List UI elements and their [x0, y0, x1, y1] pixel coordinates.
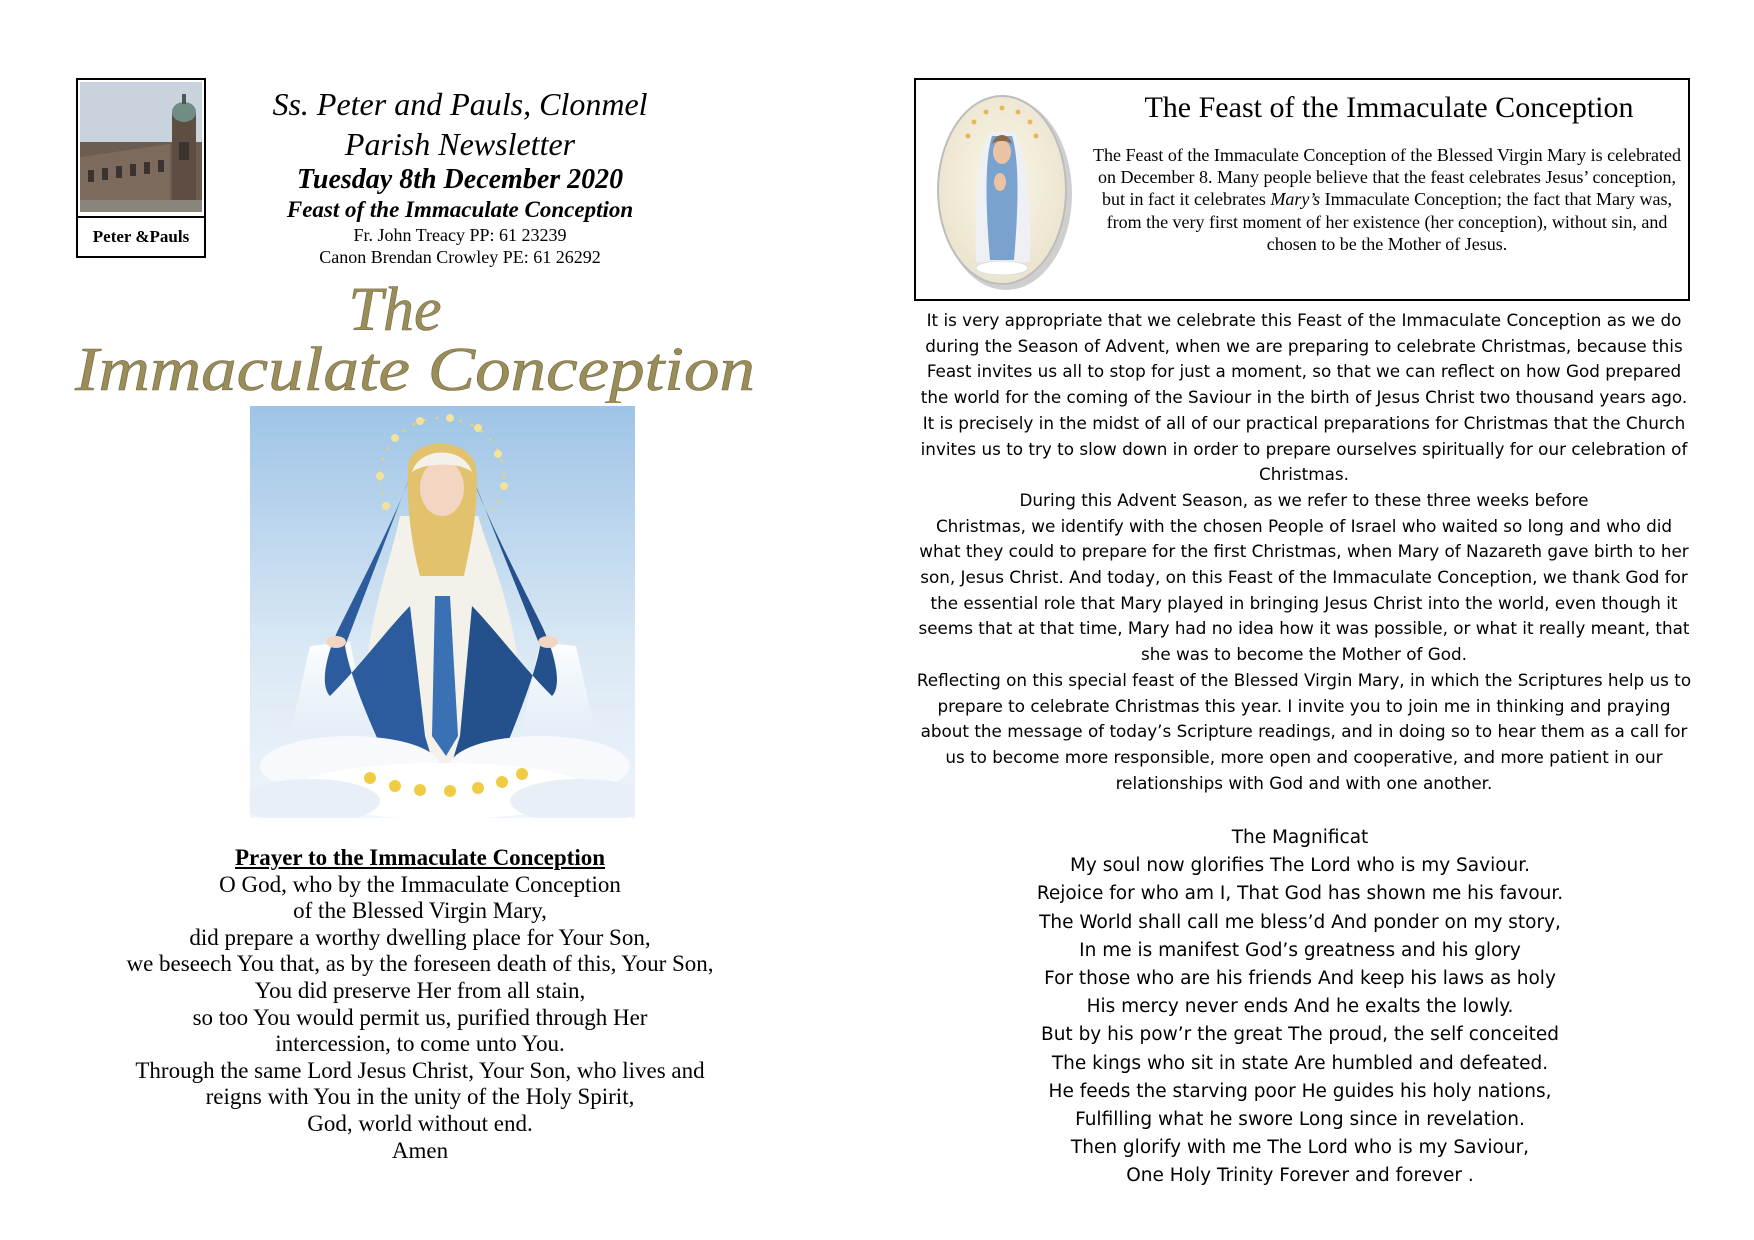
magnificat-line: One Holy Trinity Forever and forever .: [1126, 1165, 1474, 1187]
church-photo-frame: [76, 78, 206, 258]
church-photo: [80, 82, 202, 212]
magnificat-line: But by his pow’r the great The proud, the self conceited: [1041, 1024, 1559, 1046]
reflection-paragraph: During this Advent Season, as we refer to these three weeks before: [1019, 489, 1589, 510]
feast-info-box: [914, 78, 1690, 301]
feast-box-text-italic: Mary’s: [1270, 189, 1321, 210]
magnificat-line: The World shall call me bless’d And ponder on my story,: [1039, 911, 1561, 933]
prayer-line: of the Blessed Virgin Mary,: [293, 898, 547, 924]
newsletter-name: Parish Newsletter: [344, 126, 576, 162]
magnificat-line: My soul now glorifies The Lord who is my Saviour.: [1069, 855, 1531, 877]
prayer-line: Through the same Lord Jesus Christ, Your Son, who lives and: [135, 1057, 705, 1083]
reflection-paragraph: Christmas, we identify with the chosen People of Israel who waited so long and who did what they could to prepare for the first Christmas, when Mary of Nazareth gave birth to her son, Jesus Christ. And today, on this Feast of the Immaculate Conception, we thank God for the essential role that Mary played in bringing Jesus Christ into the world, even though it seems that at that time, Mary had no idea how it was possible, or what it really meant, that she was to become the Mother of God.: [918, 515, 1690, 665]
feast-box-text-part: Immaculate Conception; the fact that Mary was, from the very first moment of her existence (her conception), without sin, and chosen to be the Mother of Jesus.: [1106, 189, 1672, 254]
feast-box-title: The Feast of the Immaculate Conception: [1144, 91, 1634, 124]
prayer-line: Amen: [391, 1137, 449, 1163]
magnificat-title: The Magnificat: [1231, 827, 1369, 848]
reflection-article: [914, 308, 1694, 796]
parish-name: Ss. Peter and Pauls, Clonmel: [272, 86, 648, 122]
magnificat-hymn: [1000, 824, 1600, 1191]
magnificat-line: Fulfilling what he swore Long since in revelation.: [1075, 1109, 1525, 1131]
title-art-line2: Immaculate Conception: [73, 336, 755, 403]
issue-date: Tuesday 8th December 2020: [296, 164, 624, 195]
magnificat-line: Rejoice for who am I, That God has shown me his favour.: [1036, 883, 1564, 905]
prayer-section: [60, 845, 780, 1164]
feast-name: Feast of the Immaculate Conception: [286, 197, 634, 222]
prayer-line: reigns with You in the unity of the Holy Spirit,: [205, 1084, 635, 1110]
feast-box-text-part: The Feast of the Immaculate Conception of the Blessed Virgin Mary is celebrated on December 8. Many people believe that the feast celebrates Jesus’ conception, but in fact it celebrates: [1092, 145, 1682, 210]
prayer-line: You did preserve Her from all stain,: [254, 977, 586, 1003]
pp-contact: Fr. John Treacy PP: 61 23239: [353, 225, 567, 245]
magnificat-line: In me is manifest God’s greatness and his glory: [1079, 939, 1521, 961]
prayer-line: did prepare a worthy dwelling place for Your Son,: [189, 924, 651, 950]
title-art: [70, 278, 760, 403]
prayer-line: so too You would permit us, purified through Her: [192, 1004, 648, 1030]
mary-oval-image: [930, 92, 1074, 292]
prayer-line: we beseech You that, as by the foreseen death of this, Your Son,: [126, 951, 714, 977]
church-photo-caption: Peter &Pauls: [78, 216, 204, 258]
magnificat-line: His mercy never ends And he exalts the lowly.: [1086, 996, 1514, 1018]
prayer-line: intercession, to come unto You.: [275, 1031, 565, 1057]
prayer-title: Prayer to the Immaculate Conception: [234, 845, 606, 870]
pe-contact: Canon Brendan Crowley PE: 61 26292: [319, 247, 601, 267]
masthead: [240, 84, 680, 268]
magnificat-line: He feeds the starving poor He guides his holy nations,: [1048, 1080, 1552, 1102]
reflection-paragraph: It is very appropriate that we celebrate this Feast of the Immaculate Conception as we do during the Season of Advent, when we are preparing to celebrate Christmas, because this Feast invites us all to stop for just a moment, so that we can reflect on how God prepared the world for the coming of the Saviour in the birth of Jesus Christ two thousand years ago. It is precisely in the midst of all of our practical preparations for Christmas that the Church invites us to try to slow down in order to prepare ourselves spiritually for our celebration of Christmas.: [920, 310, 1688, 485]
reflection-paragraph: Reflecting on this special feast of the Blessed Virgin Mary, in which the Scriptures help us to prepare to celebrate Christmas this year. I invite you to join me in thinking and praying about the message of today’s Scripture readings, and in doing so to hear them as a call for us to become more responsible, more open and cooperative, and more patient in our relationships with God and with one another.: [916, 669, 1692, 793]
feast-box-text: [1092, 144, 1682, 255]
magnificat-line: Then glorify with me The Lord who is my Saviour,: [1070, 1137, 1530, 1159]
magnificat-line: The kings who sit in state Are humbled and defeated.: [1051, 1052, 1549, 1074]
prayer-line: O God, who by the Immaculate Conception: [219, 871, 621, 897]
magnificat-line: For those who are his friends And keep his laws as holy: [1044, 968, 1556, 990]
immaculate-conception-image: [250, 406, 635, 818]
title-art-line1: The: [348, 278, 442, 344]
prayer-line: God, world without end.: [307, 1110, 533, 1136]
